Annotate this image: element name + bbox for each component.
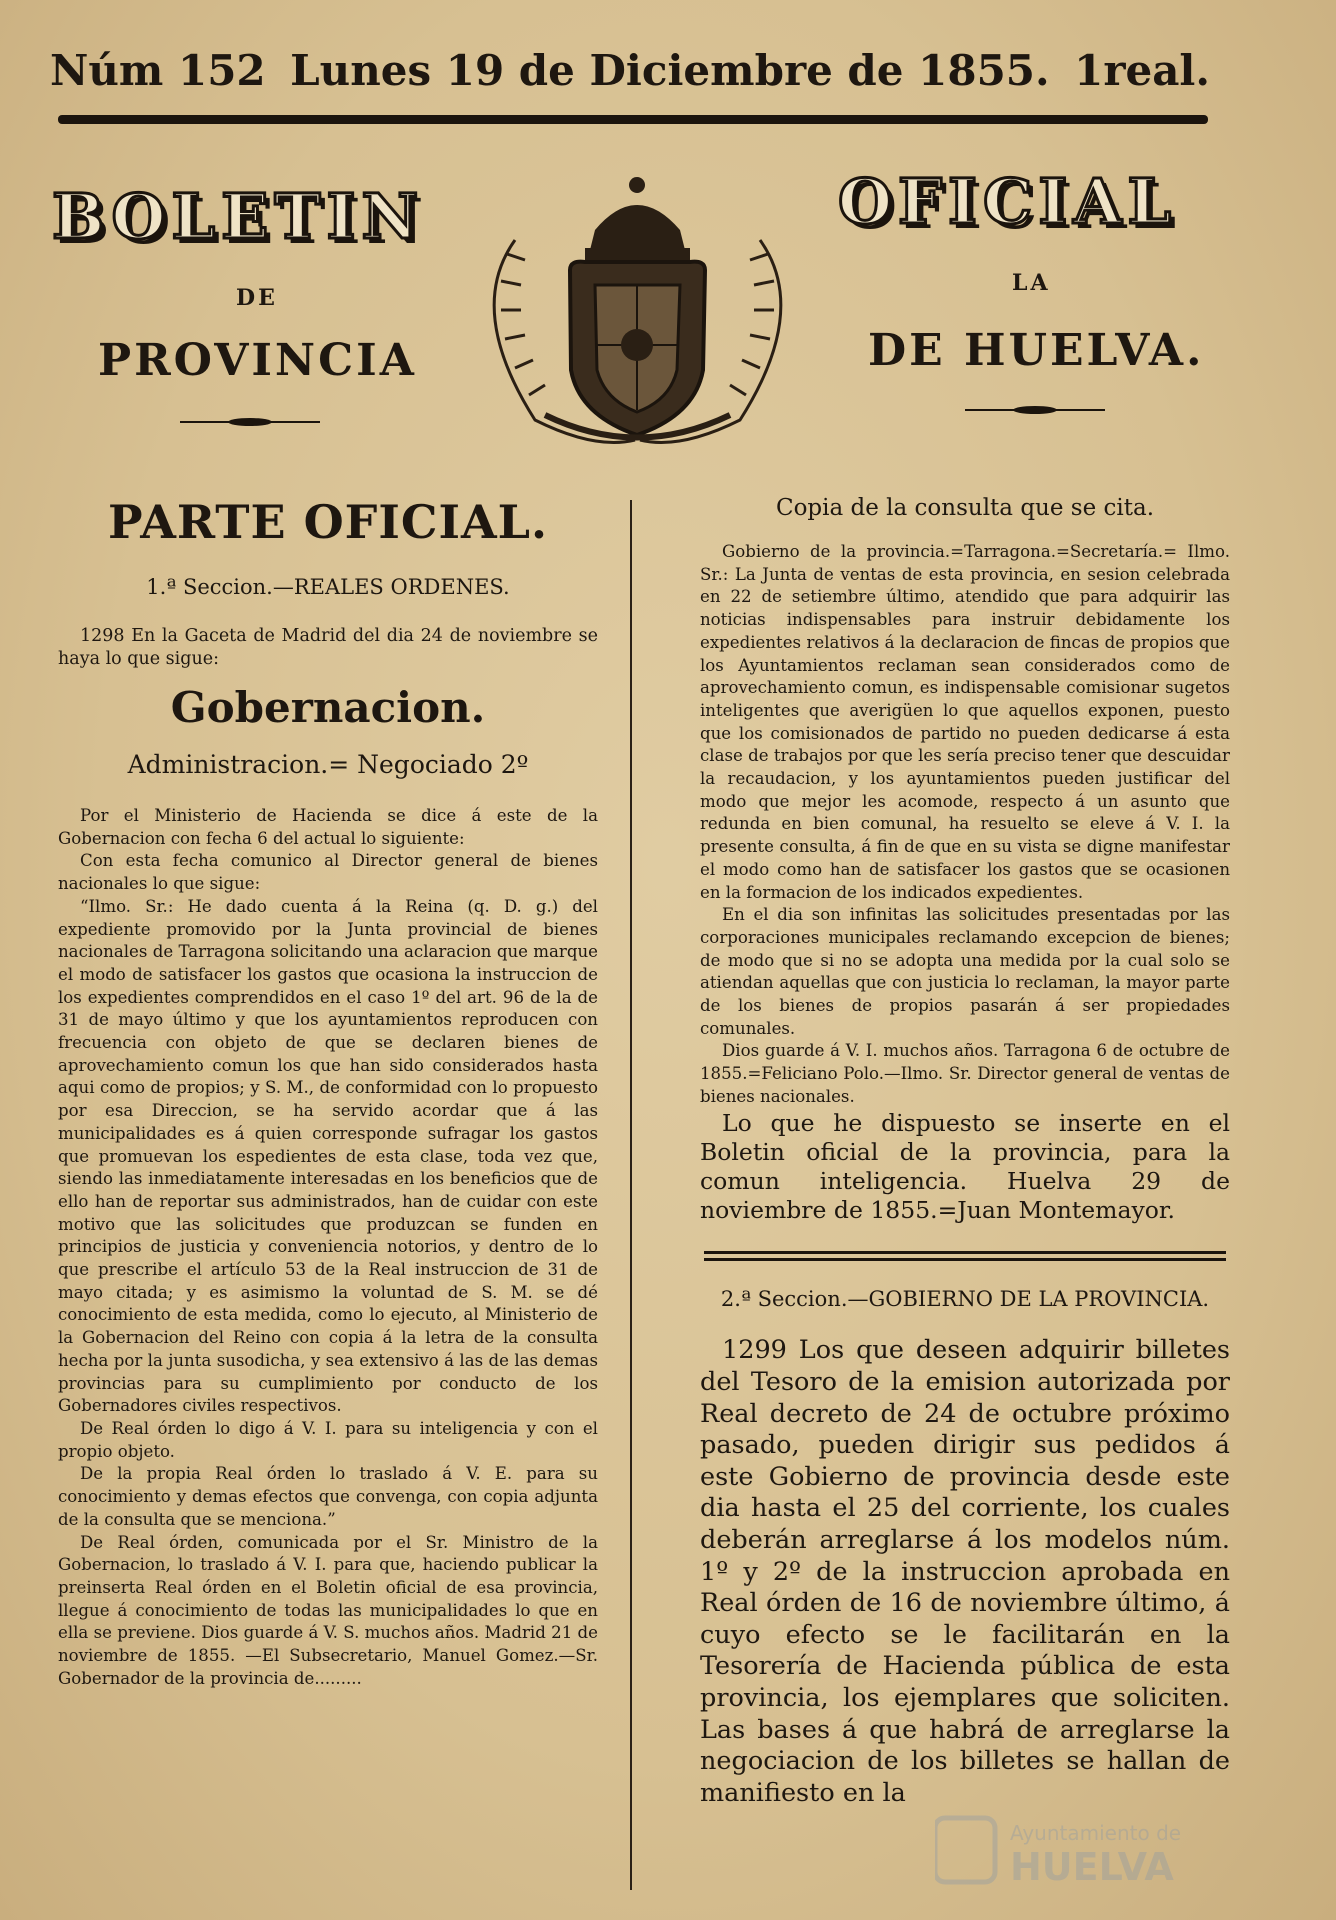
- title-oficial: OFICIAL: [838, 165, 1178, 238]
- issue-header: [50, 30, 1210, 110]
- watermark-logo: [935, 1810, 1275, 1890]
- title-boletin: BOLETIN: [52, 180, 425, 253]
- label-provincia: PROVINCIA: [98, 335, 417, 386]
- issue-date: Lunes 19 de Diciembre de 1855.: [290, 45, 1050, 95]
- body-paragraph: De Real órden lo digo á V. I. para su inteligencia y con el propio objeto.: [58, 1418, 598, 1461]
- column-divider: [630, 500, 632, 1890]
- left-column: [58, 495, 598, 1690]
- copia-heading: Copia de la consulta que se cita.: [775, 495, 1155, 521]
- administracion-heading: Administracion.= Negociado 2º: [127, 750, 529, 779]
- label-de-huelva: DE HUELVA.: [868, 325, 1205, 376]
- label-de: DE: [236, 285, 278, 311]
- ornament-right: [965, 405, 1105, 415]
- ornament-left: [180, 417, 320, 427]
- consulta-paragraph: Dios guarde á V. I. muchos años. Tarragona 6 de octubre de 1855.=Feliciano Polo.—Ilmo. Sr. Director general de ventas de bienes nacionales.: [700, 1041, 1230, 1106]
- body-paragraph: De la propia Real órden lo traslado á V. E. para su conocimiento y demas efectos que convenga, con copia adjunta de la consulta que se menciona.”: [58, 1464, 598, 1529]
- consulta-paragraph: Gobierno de la provincia.=Tarragona.=Secretaría.= Ilmo. Sr.: La Junta de ventas de esta provincia, en sesion celebrada en 22 de setiembre último, atendido que para adquirir las noticias indispensables para instruir debidamente los expedientes relativos á la declaracion de fincas de propios que los Ayuntamientos reclaman sean considerados como de aprovechamiento comun, es indispensable comisionar sugetos inteligentes que averigüen lo que aquellos exponen, puesto que los comisionados de partido no pueden dedicarse á esta clase de trabajos por que les sería preciso tener que descuidar la recaudacion, y los ayuntamientos pueden justificar del modo que mejor les acomode, respecto á un asunto que redunda en bien comunal, ha resuelto se eleve á V. I. la presente consulta, á fin de que en su vista se digne manifestar el modo como han de satisfacer los gastos que se ocasionen en la formacion de los indicados expedientes.: [700, 542, 1230, 902]
- body-paragraph: Por el Ministerio de Hacienda se dice á este de la Gobernacion con fecha 6 del actual lo siguiente:: [58, 806, 598, 848]
- gobernacion-heading: Gobernacion.: [170, 683, 486, 732]
- section-separator: [700, 1249, 1230, 1263]
- intro-paragraph: 1298 En la Gaceta de Madrid del dia 24 de noviembre se haya lo que sigue:: [58, 626, 598, 669]
- parte-oficial-heading: PARTE OFICIAL.: [107, 495, 549, 549]
- body-paragraph: De Real órden, comunicada por el Sr. Ministro de la Gobernacion, lo traslado á V. I. para que, haciendo publicar la preinserta Real órden en el Boletin oficial de esa provincia, llegue á conocimiento de todas las municipalidades lo que en ella se previene. Dios guarde á V. S. muchos años. Madrid 21 de noviembre de 1855. —El Subsecretario, Manuel Gomez.—Sr. Gobernador de la provincia de.........: [58, 1532, 598, 1688]
- label-la: LA: [1012, 270, 1051, 296]
- consulta-paragraph: En el dia son infinitas las solicitudes presentadas por las corporaciones municipales reclamando excepcion de bienes; de modo que si no se adopta una medida por la cual solo se atiendan aquellas que con justicia lo reclaman, la mayor parte de los bienes de propios pasarán á ser propiedades comunales.: [700, 905, 1230, 1038]
- watermark-line2: HUELVA: [1010, 1845, 1174, 1889]
- seccion1-heading: 1.ª Seccion.—REALES ORDENES.: [146, 575, 510, 599]
- closing-paragraph: Lo que he dispuesto se inserte en el Boletin oficial de la provincia, para la comun inteligencia. Huelva 29 de noviembre de 1855.=Juan Montemayor.: [700, 1108, 1230, 1225]
- issue-number: Núm 152: [50, 45, 266, 95]
- issue-price: 1real.: [1074, 45, 1210, 95]
- body-paragraph: “Ilmo. Sr.: He dado cuenta á la Reina (q. D. g.) del expediente promovido por la Junta provincial de bienes nacionales de Tarragona solicitando una aclaracion que marque el modo de satisfacer los gastos que ocasiona la instruccion de los expedientes comprendidos en el caso 1º del art. 96 de la de 31 de mayo último y que los ayuntamientos reproducen con frecuencia con objeto de que se declaren bienes de aprovechamiento comun los que han sido considerados hasta aqui como de propios; y S. M., de conformidad con lo propuesto por esa Direccion, se ha servido acordar que á las municipalidades es á quien corresponde sufragar los gastos que promuevan los espedientes de esta clase, toda vez que, siendo las inmediatamente interesadas en los beneficios que de ello han de reportar sus administrados, han de cuidar con este motivo que las solicitudes que produzcan se funden en principios de justicia y conveniencia notorios, y dentro de lo que prescribe el artículo 53 de la Real instruccion de 31 de mayo citada; y es asimismo la voluntad de S. M. se dé conocimiento de esta medida, como lo ejecuto, al Ministerio de la Gobernacion del Reino con copia á la letra de la consulta hecha por la junta susodicha, y sea extensivo á las de las demas provincias para su cumplimiento por conducto de los Gobernadores civiles respectivos.: [58, 896, 598, 1416]
- body-paragraph: Con esta fecha comunico al Director general de bienes nacionales lo que sigue:: [58, 851, 598, 894]
- seccion2-heading: 2.ª Seccion.—GOBIERNO DE LA PROVINCIA.: [720, 1287, 1210, 1312]
- notice-paragraph: 1299 Los que deseen adquirir billetes del Tesoro de la emision autorizada por Real decreto de 24 de octubre próximo pasado, pueden dirigir sus pedidos á este Gobierno de provincia desde este dia hasta el 25 del corriente, los cuales deberán arreglarse á los modelos núm. 1º y 2º de la instruccion aprobada en Real órden de 16 de noviembre último, á cuyo efecto se le facilitarán en la Tesorería de Hacienda pública de esta provincia, los ejemplares que soliciten. Las bases á que habrá de arreglarse la negociacion de los billetes se hallan de manifiesto en la: [700, 1335, 1230, 1808]
- right-column: [700, 495, 1230, 1809]
- watermark-line1: Ayuntamiento de: [1010, 1821, 1182, 1845]
- coat-of-arms-image: [445, 160, 830, 460]
- header-rule: [58, 115, 1208, 124]
